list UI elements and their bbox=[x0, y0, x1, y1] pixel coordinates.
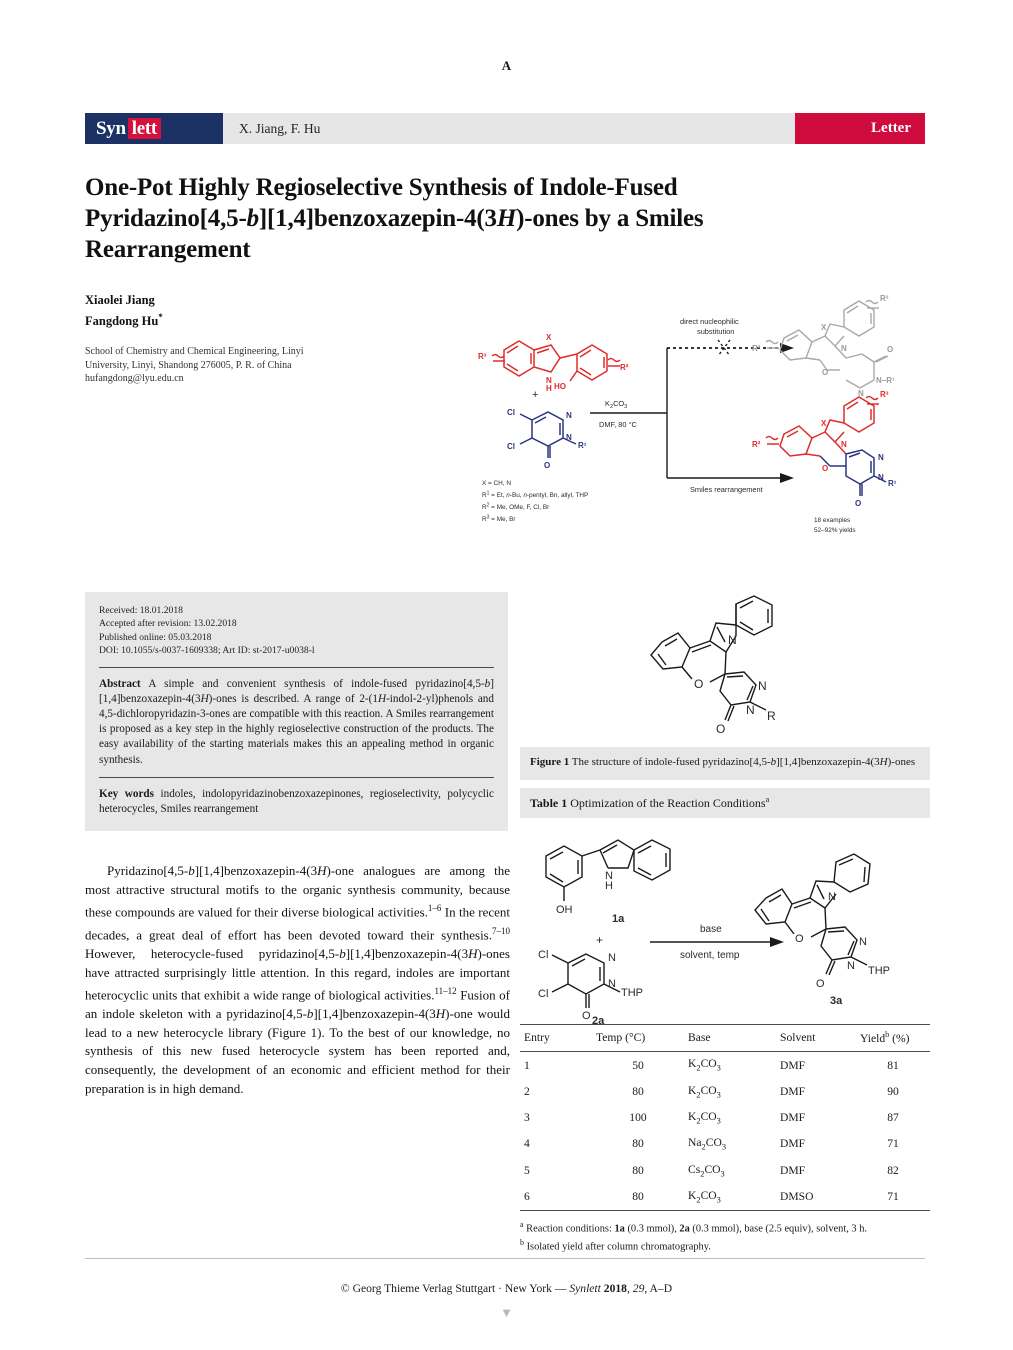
footnote-a-p1: Reaction conditions: bbox=[523, 1223, 615, 1235]
ga-atom-cl-1: Cl bbox=[507, 408, 515, 417]
ga-product-rejected bbox=[752, 294, 895, 398]
body-p9: ][1,4]benzoxazepin-4(3 bbox=[313, 1006, 436, 1022]
footer-citation bbox=[0, 1282, 1013, 1295]
scheme-1a-h: H bbox=[605, 880, 613, 892]
fig1-atom-n-ring: N bbox=[758, 679, 767, 693]
abstract-divider-top bbox=[99, 667, 494, 668]
ga-rejected-r2: R² bbox=[752, 344, 761, 353]
keywords-text: indoles, indolopyridazinobenzoxazepinones, regioselectivity, polycyclic heterocycles, Smiles rearrangement bbox=[99, 787, 494, 816]
base-main: K bbox=[688, 1188, 697, 1202]
affiliation-line-1: School of Chemistry and Chemical Engineering, Linyi bbox=[85, 346, 304, 357]
logo-syn-text: Syn bbox=[96, 117, 126, 139]
footer-copyright: © Georg Thieme Verlag Stuttgart · New York — bbox=[340, 1282, 570, 1295]
cell-temp: 80 bbox=[592, 1183, 684, 1210]
table-1-label: Table 1 bbox=[530, 796, 568, 810]
base-sub-2: 3 bbox=[721, 1142, 727, 1152]
body-ref-1: 1–6 bbox=[427, 903, 442, 914]
page-marker: A bbox=[501, 58, 512, 73]
body-p3: )-one analogues are among the most attractive structural motifs to the organic synthesis community, because these compounds are valued for their diverse biological activities. bbox=[85, 863, 510, 920]
scheme-2a-thp: THP bbox=[621, 987, 643, 999]
base-sub-2: 3 bbox=[716, 1195, 721, 1205]
ga-path-label-bottom: Smiles rearrangement bbox=[690, 485, 763, 494]
scheme-3a-n-ring: N bbox=[859, 936, 867, 948]
scheme-arrow-bottom-label: solvent, temp bbox=[680, 950, 740, 961]
fig1-atom-n-indole: N bbox=[728, 633, 737, 647]
meta-doi: DOI: 10.1055/s-0037-1609338; Art ID: st-2017-u0038-l bbox=[99, 645, 315, 657]
table-1-panel bbox=[520, 788, 930, 1253]
col-header-solvent: Solvent bbox=[776, 1025, 856, 1052]
table-row bbox=[520, 1183, 930, 1210]
ga-legend-line-2: $R^1 = Et$, n-Bu, n-pentyl, Bn, allyl, THP bbox=[482, 490, 589, 499]
affiliation-block bbox=[85, 345, 335, 386]
fig1-cap-3: )-ones bbox=[887, 756, 916, 768]
ga-arrow-system bbox=[590, 340, 794, 483]
footnote-b bbox=[520, 1236, 930, 1254]
scheme-substrate-2a bbox=[538, 949, 643, 1022]
ga-substrate-indolylphenol bbox=[478, 333, 629, 393]
figure-1-structure-svg bbox=[520, 592, 930, 747]
meta-received: Received: 18.01.2018 bbox=[99, 605, 183, 616]
abstract-divider-bottom bbox=[99, 777, 494, 778]
table-1-reaction-scheme bbox=[520, 818, 930, 1024]
cell-temp: 80 bbox=[632, 1163, 644, 1177]
ga-plus-sign: + bbox=[532, 389, 539, 401]
ga-atom-n-2: N bbox=[566, 411, 572, 420]
base-sub-1: 2 bbox=[696, 1063, 701, 1073]
table-1-title bbox=[520, 788, 930, 818]
table-row bbox=[520, 1051, 930, 1078]
footer-divider bbox=[85, 1258, 925, 1259]
table-1-footnotes bbox=[520, 1211, 930, 1254]
scheme-1a-n: N bbox=[605, 870, 613, 882]
abstract-p3: )-ones is described. A range of 2-(1 bbox=[208, 692, 378, 705]
cell-base bbox=[684, 1183, 776, 1210]
cell-entry: 5 bbox=[524, 1163, 530, 1177]
cell-entry: 2 bbox=[524, 1084, 530, 1098]
ga-product-o: O bbox=[822, 464, 829, 473]
ga-atom-h-1: H bbox=[546, 384, 552, 393]
ga-rejected-r3: R³ bbox=[880, 294, 889, 303]
body-i3: b bbox=[339, 946, 346, 962]
body-p10: )-one would lead to a new heterocycle library (Figure 1). To the best of our knowledge, no synthesis of this new fused heterocycle system has been reported and, consequently, the development of an economic and efficient method for their preparation is in high demand. bbox=[85, 1006, 510, 1096]
abstract-box bbox=[85, 592, 508, 831]
table-row bbox=[520, 1157, 930, 1183]
col-header-base: Base bbox=[684, 1025, 776, 1052]
footer-volume: , 29 bbox=[626, 1282, 645, 1295]
ga-product-n1: N bbox=[841, 440, 847, 449]
base-main: K bbox=[688, 1083, 697, 1097]
base-mid: CO bbox=[700, 1057, 717, 1071]
ga-path-label-top-2: substitution bbox=[697, 327, 735, 336]
cell-solvent: DMF bbox=[780, 1084, 806, 1098]
base-mid: CO bbox=[705, 1136, 722, 1150]
ga-atom-cl-2: Cl bbox=[507, 442, 515, 451]
fig1-atom-o-ring: O bbox=[694, 677, 704, 691]
scheme-2a-cl-2: Cl bbox=[538, 988, 549, 1000]
base-mid: CO bbox=[700, 1188, 717, 1202]
cell-yield: 71 bbox=[887, 1137, 899, 1151]
base-sub-2: 3 bbox=[716, 1063, 721, 1073]
cell-base bbox=[684, 1157, 776, 1183]
body-p5: However, heterocycle-fused pyridazino[4,5- bbox=[85, 946, 340, 962]
synlett-logo[interactable] bbox=[85, 113, 223, 144]
title-line-2a: Pyridazino[4,5- bbox=[85, 205, 247, 232]
scheme-2a-cl-1: Cl bbox=[538, 949, 549, 961]
fig1-atom-r: R bbox=[767, 709, 776, 723]
ga-result-examples: 18 examples bbox=[814, 517, 851, 524]
figure-1-panel bbox=[520, 592, 930, 780]
cell-yield: 90 bbox=[887, 1084, 899, 1098]
scheme-1a-oh: OH bbox=[556, 904, 573, 916]
ga-atom-n-3: N bbox=[566, 433, 572, 442]
base-sub-2: 3 bbox=[716, 1116, 721, 1126]
yield-footnote-mark: b bbox=[885, 1030, 890, 1039]
base-main: Cs bbox=[688, 1162, 701, 1176]
cell-yield: 87 bbox=[887, 1111, 899, 1125]
base-sub-1: 2 bbox=[696, 1195, 701, 1205]
ga-rejected-x: X bbox=[821, 323, 827, 332]
base-sub-2: 3 bbox=[720, 1168, 725, 1178]
cell-solvent: DMSO bbox=[776, 1183, 856, 1210]
col-header-temp: Temp (°C) bbox=[592, 1025, 684, 1052]
abstract-i2: H bbox=[200, 692, 209, 705]
cell-temp: 80 bbox=[632, 1137, 644, 1151]
abstract-p4: -indol-2-yl)phenols and 4,5-dichloropyridazin-3-ones are compatible with this reaction. A Smiles rearrangement is proposed as a key step in the highly regioselective construction of the products. The easy availability of the starting materials makes this an appealing method in organic synthesis. bbox=[99, 692, 494, 766]
scheme-3a-o-ring: O bbox=[795, 933, 804, 945]
ga-substrate-dichloropyridazinone bbox=[507, 408, 587, 470]
cell-entry: 4 bbox=[524, 1137, 530, 1151]
ga-rejected-n1: N bbox=[841, 344, 847, 353]
body-ref-3: 11–12 bbox=[434, 986, 457, 997]
ga-product-r2: R² bbox=[752, 440, 761, 449]
fig1-cap-2: ][1,4]benzoxazepin-4(3 bbox=[776, 756, 880, 768]
title-line-3: Rearrangement bbox=[85, 236, 251, 263]
fig1-atom-n-amide: N bbox=[746, 703, 755, 717]
ga-product-ocarb: O bbox=[855, 499, 862, 508]
abstract-p1: A simple and convenient synthesis of indole-fused pyridazino[4,5- bbox=[140, 677, 485, 690]
ga-product-n3: N bbox=[878, 473, 884, 482]
cell-solvent: DMF bbox=[780, 1058, 806, 1072]
base-mid: CO bbox=[700, 1083, 717, 1097]
cell-yield: 81 bbox=[887, 1058, 899, 1072]
figure-1-caption bbox=[520, 747, 930, 780]
fig1-cap-1: The structure of indole-fused pyridazino[4,5- bbox=[569, 756, 771, 768]
body-i2: H bbox=[317, 863, 327, 878]
ga-rejected-o: O bbox=[822, 368, 829, 377]
body-p8: Fusion of an indole skeleton with a pyridazino[4,5- bbox=[85, 987, 510, 1022]
title-line-2e: )-ones by a Smiles bbox=[516, 205, 704, 232]
scheme-plus: + bbox=[596, 933, 604, 947]
table-row bbox=[520, 1078, 930, 1104]
abstract-text bbox=[99, 677, 494, 768]
ga-atom-oh: HO bbox=[554, 382, 566, 391]
keywords-label: Key words bbox=[99, 787, 154, 800]
body-p7: )-ones have attracted surprisingly little attention. In this regard, indoles are important heterocyclic units that exhibit a wide range of biological activities. bbox=[85, 946, 510, 1003]
table-row bbox=[520, 1104, 930, 1130]
scheme-label-3a: 3a bbox=[830, 995, 843, 1007]
ga-rejected-ocarb: O bbox=[887, 345, 894, 354]
ga-atom-x-1: X bbox=[546, 333, 552, 342]
scheme-3a-n-amide: N bbox=[847, 960, 855, 972]
meta-accepted: Accepted after revision: 13.02.2018 bbox=[99, 618, 237, 630]
base-mid: CO bbox=[704, 1162, 721, 1176]
cell-entry: 1 bbox=[524, 1058, 530, 1072]
table-1-title-footnote: a bbox=[765, 795, 770, 804]
body-i4: H bbox=[468, 946, 478, 962]
body-p6: ][1,4]benzoxazepin-4(3 bbox=[345, 946, 469, 962]
fig1-cap-i2: H bbox=[879, 756, 888, 768]
scheme-product-3a bbox=[755, 854, 890, 990]
scheme-label-2a: 2a bbox=[592, 1015, 605, 1024]
base-main: K bbox=[688, 1057, 697, 1071]
author-1: Xiaolei Jiang bbox=[85, 293, 155, 307]
ga-product-r3: R³ bbox=[880, 390, 889, 399]
article-metadata bbox=[99, 604, 494, 658]
body-paragraph-1 bbox=[85, 862, 510, 1098]
ga-product-actual bbox=[752, 390, 897, 508]
abstract-label: Abstract bbox=[99, 677, 141, 690]
fig1-atom-o-carbonyl: O bbox=[716, 722, 726, 736]
ga-rejected-namide: N–R¹ bbox=[876, 376, 895, 385]
table-1-title-text: Optimization of the Reaction Conditions bbox=[567, 796, 766, 810]
ga-rejected-n2: N bbox=[858, 389, 864, 398]
optimization-table bbox=[520, 1024, 930, 1211]
graphical-abstract-svg bbox=[462, 288, 932, 538]
cell-solvent: DMF bbox=[780, 1163, 806, 1177]
ga-substituent-legend bbox=[482, 480, 588, 523]
abstract-p2: ][1,4]benzoxazepin-4(3 bbox=[99, 677, 494, 705]
abstract-i3: H bbox=[377, 692, 387, 705]
body-i6: H bbox=[435, 1006, 446, 1022]
yield-unit: (%) bbox=[889, 1031, 910, 1045]
scheme-2a-n-2: N bbox=[608, 978, 616, 990]
footnote-a-p3: (0.3 mmol), base (2.5 equiv), solvent, 3 h. bbox=[689, 1223, 867, 1235]
ga-legend-line-4: $R^3 = Me$, Br bbox=[482, 514, 516, 523]
fig1-cap-i1: b bbox=[770, 756, 777, 768]
corresponding-email[interactable]: hufangdong@lyu.edu.cn bbox=[85, 373, 184, 384]
footnote-b-mark: b bbox=[520, 1237, 524, 1247]
logo-lett-text: lett bbox=[128, 118, 161, 139]
scheme-2a-o: O bbox=[582, 1010, 591, 1022]
col-header-entry: Entry bbox=[520, 1025, 592, 1052]
scheme-3a-o-carbonyl: O bbox=[816, 978, 825, 990]
footnote-a bbox=[520, 1218, 930, 1236]
title-line-2c: ][1,4]benzoxazepin-4(3 bbox=[258, 205, 497, 232]
body-ref-2: 7–10 bbox=[492, 926, 510, 937]
meta-published: Published online: 05.03.2018 bbox=[99, 631, 212, 643]
table-header-row bbox=[520, 1025, 930, 1052]
footnote-a-b2: 2a bbox=[679, 1223, 690, 1235]
author-2 bbox=[85, 309, 415, 330]
footer-journal: Synlett bbox=[569, 1282, 601, 1295]
footnote-a-b1: 1a bbox=[614, 1223, 625, 1235]
header-authors: X. Jiang, F. Hu bbox=[239, 120, 321, 136]
ga-label-r1: R¹ bbox=[578, 441, 587, 450]
cell-yield: 71 bbox=[856, 1183, 930, 1210]
ga-reagent-base: $K_2CO_3$ bbox=[605, 399, 628, 410]
author-2-name: Fangdong Hu bbox=[85, 314, 159, 329]
ga-atom-o-1: O bbox=[544, 461, 551, 470]
base-main: Na bbox=[688, 1136, 702, 1150]
footnote-b-text: Isolated yield after column chromatography. bbox=[524, 1241, 711, 1253]
footnote-a-mark: a bbox=[520, 1219, 524, 1229]
base-sub-1: 2 bbox=[700, 1168, 705, 1178]
cell-base bbox=[684, 1078, 776, 1104]
yield-word: Yield bbox=[860, 1031, 886, 1045]
base-sub-1: 2 bbox=[701, 1142, 706, 1152]
table-1-scheme-svg bbox=[520, 818, 930, 1024]
ga-result-yields: 52–92% yields bbox=[814, 527, 856, 534]
article-type-badge: Letter bbox=[795, 113, 925, 144]
base-sub-1: 2 bbox=[696, 1116, 701, 1126]
page-title bbox=[85, 172, 875, 265]
abstract-i1: b bbox=[484, 677, 491, 690]
table-body bbox=[520, 1051, 930, 1210]
journal-header-bar bbox=[85, 113, 925, 144]
cell-temp: 100 bbox=[629, 1111, 647, 1125]
cell-entry: 6 bbox=[520, 1183, 592, 1210]
title-line-1: One-Pot Highly Regioselective Synthesis of Indole-Fused bbox=[85, 174, 678, 201]
cell-base bbox=[684, 1104, 776, 1130]
col-header-yield bbox=[856, 1025, 930, 1052]
ga-label-r2: R² bbox=[620, 363, 629, 372]
cell-entry: 3 bbox=[524, 1111, 530, 1125]
ga-label-r3: R³ bbox=[478, 352, 487, 361]
footer-marker-icon: ▼ bbox=[500, 1305, 513, 1320]
footnote-a-p2: (0.3 mmol), bbox=[624, 1223, 680, 1235]
cell-base bbox=[684, 1131, 776, 1157]
ga-reagent-solvent: DMF, 80 °C bbox=[599, 420, 637, 429]
cell-temp: 50 bbox=[632, 1058, 644, 1072]
cell-base bbox=[684, 1051, 776, 1078]
ga-product-r1: R¹ bbox=[888, 479, 897, 488]
body-p4: In the recent decades, a great deal of effort has been devoted toward their synthesis. bbox=[85, 904, 511, 943]
body-i5: b bbox=[306, 1006, 314, 1022]
body-p1: Pyridazino[4,5- bbox=[107, 863, 189, 878]
base-sub-2: 3 bbox=[716, 1089, 721, 1099]
table-row bbox=[520, 1131, 930, 1157]
cell-solvent: DMF bbox=[780, 1111, 806, 1125]
body-i1: b bbox=[188, 863, 195, 878]
keywords-block bbox=[99, 787, 494, 817]
body-p2: ][1,4]benzoxazepin-4(3 bbox=[194, 863, 318, 878]
ga-path-label-top-1: direct nucleophilic bbox=[680, 317, 739, 326]
scheme-3a-thp: THP bbox=[868, 965, 890, 977]
base-mid: CO bbox=[700, 1109, 717, 1123]
graphical-abstract-scheme bbox=[462, 288, 932, 538]
scheme-3a-n-indole: N bbox=[828, 891, 836, 903]
scheme-reaction-arrow bbox=[650, 937, 784, 947]
footer-pages: , A–D bbox=[644, 1282, 673, 1295]
base-main: K bbox=[688, 1109, 697, 1123]
scheme-arrow-top-label: base bbox=[700, 924, 722, 935]
figure-1-artwork bbox=[520, 592, 930, 747]
ga-legend-line-3: $R^2 = Me$, OMe, F, Cl, Br bbox=[482, 502, 550, 511]
scheme-label-1a: 1a bbox=[612, 913, 625, 925]
base-sub-1: 2 bbox=[696, 1089, 701, 1099]
footer-year: 2018 bbox=[600, 1282, 627, 1295]
ga-product-x: X bbox=[821, 419, 827, 428]
figure-1-label: Figure 1 bbox=[530, 756, 570, 768]
ga-product-n2: N bbox=[878, 453, 884, 462]
affiliation-line-2: University, Linyi, Shandong 276005, P. R. of China bbox=[85, 359, 292, 371]
scheme-substrate-1a bbox=[546, 840, 670, 916]
ga-atom-n-1: N bbox=[546, 376, 552, 385]
cell-yield: 82 bbox=[887, 1163, 899, 1177]
body-column bbox=[85, 862, 510, 1098]
title-italic-b: b bbox=[246, 205, 259, 232]
cell-temp: 80 bbox=[632, 1084, 644, 1098]
title-italic-h: H bbox=[496, 205, 517, 232]
ga-legend-line-1: X = CH, N bbox=[482, 480, 511, 487]
cell-solvent: DMF bbox=[780, 1137, 806, 1151]
corresponding-mark: * bbox=[158, 312, 163, 322]
author-list bbox=[85, 292, 415, 330]
scheme-2a-n-1: N bbox=[608, 952, 616, 964]
